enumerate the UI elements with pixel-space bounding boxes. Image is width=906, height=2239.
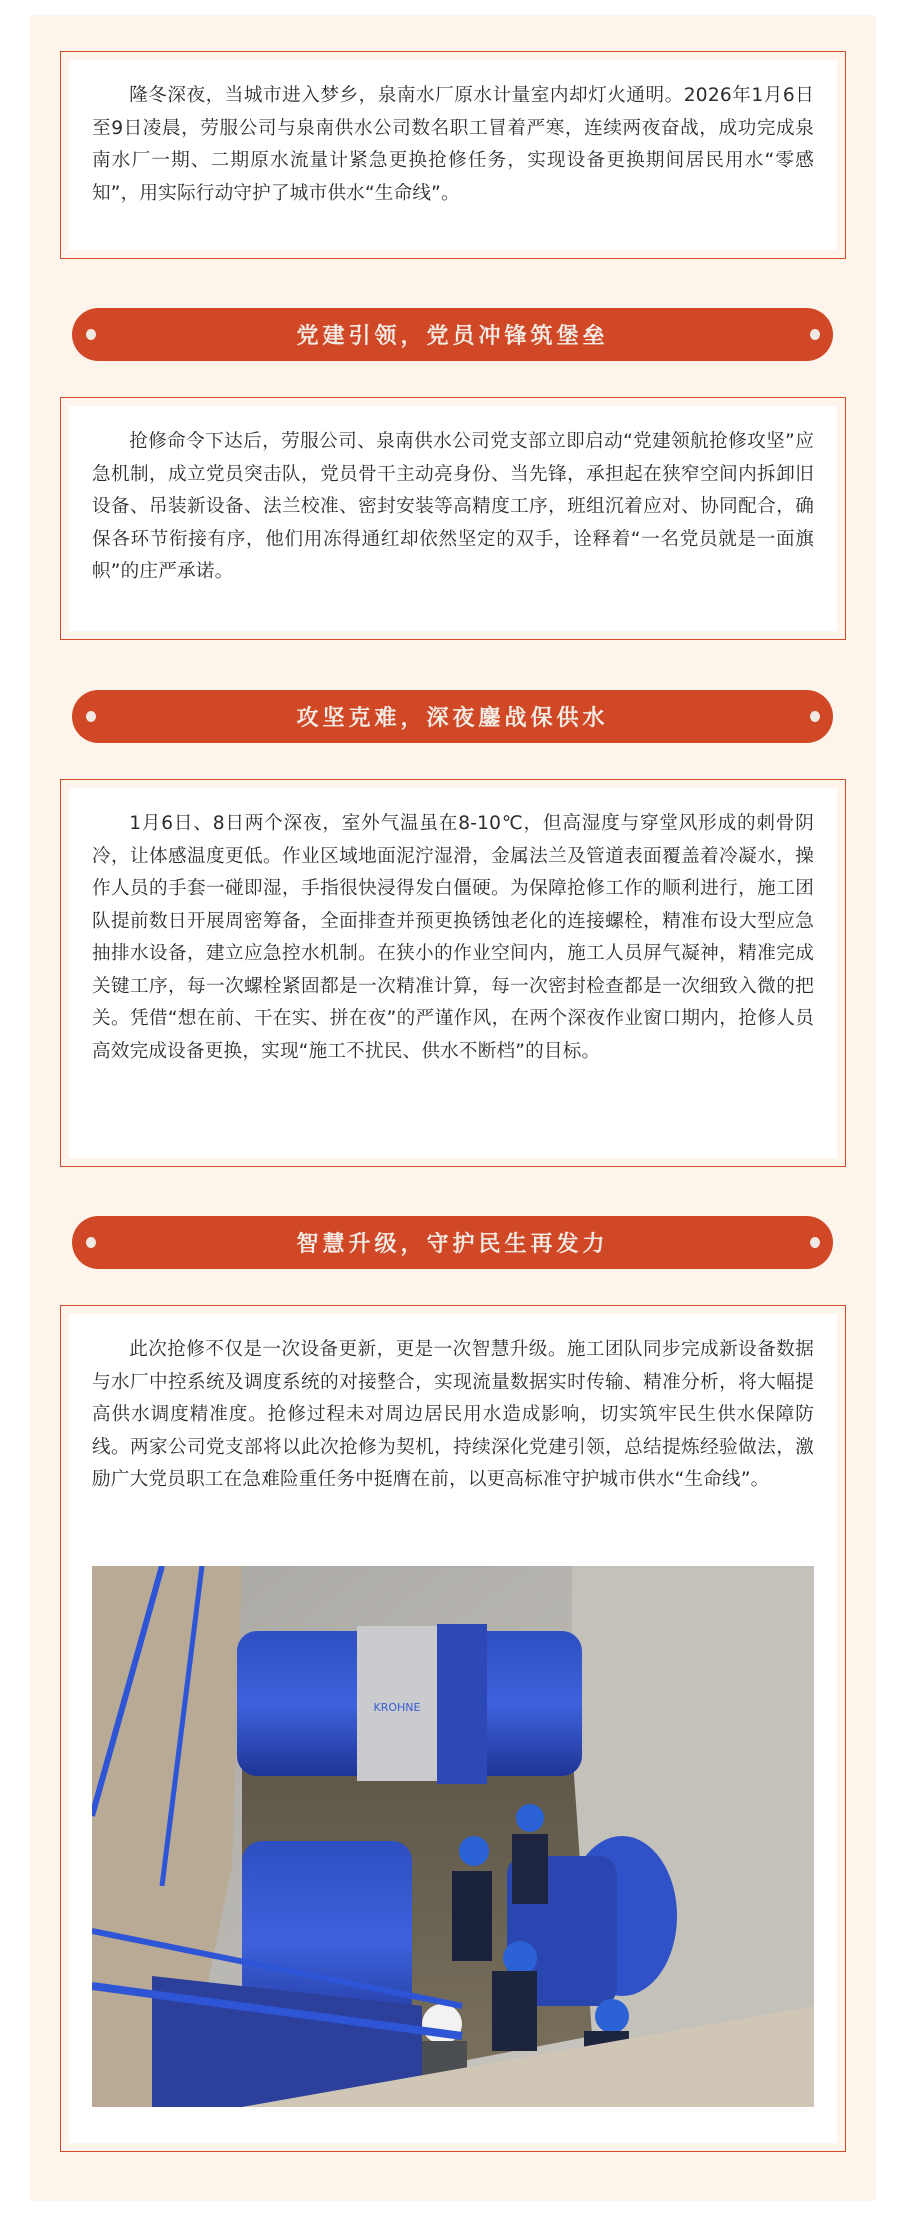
dot-decoration-icon: [86, 711, 96, 722]
section-heading-3: [72, 1216, 833, 1269]
svg-text:KROHNE: KROHNE: [373, 1701, 421, 1714]
section-card-inner: [69, 406, 837, 631]
section-card-1: [60, 397, 846, 640]
section-heading-title: 党建引领，党员冲锋筑堡垒: [296, 324, 609, 349]
dot-decoration-icon: [86, 1237, 96, 1248]
section-card-2: [60, 779, 846, 1167]
dot-decoration-icon: [810, 329, 820, 340]
section-heading-2: [72, 690, 833, 743]
intro-card: [60, 51, 846, 259]
section-heading-title: 智慧升级，守护民生再发力: [296, 1232, 609, 1257]
section-paragraph: 此次抢修不仅是一次设备更新，更是一次智慧升级。施工团队同步完成新设备数据与水厂中控系统及调度系统的对接整合，实现流量数据实时传输、精准分析，将大幅提高供水调度精准度。抢修过程未对周边居民用水造成影响，切实筑牢民生供水保障防线。两家公司党支部将以此次抢修为契机，持续深化党建引领，总结提炼经验做法，激励广大党员职工在急难险重任务中挺膺在前，以更高标准守护城市供水“生命线”。: [92, 1339, 814, 1490]
intro-card-inner: [69, 60, 837, 250]
section-card-inner: [69, 788, 837, 1158]
section-card-3: [60, 1305, 846, 2152]
section-card-inner: [69, 1314, 837, 2143]
dot-decoration-icon: [810, 711, 820, 722]
dot-decoration-icon: [86, 329, 96, 340]
section-paragraph: 1月6日、8日两个深夜，室外气温虽在8-10℃，但高湿度与穿堂风形成的刺骨阴冷，让体感温度更低。作业区域地面泥泞湿滑，金属法兰及管道表面覆盖着冷凝水，操作人员的手套一碰即湿，手指很快浸得发白僵硬。为保障抢修工作的顺利进行，施工团队提前数日开展周密筹备，全面排查并预更换锈蚀老化的连接螺栓，精准布设大型应急抽排水设备，建立应急控水机制。在狭小的作业空间内，施工人员屏气凝神，精准完成关键工序，每一次螺栓紧固都是一次精准计算，每一次密封检查都是一次细致入微的把关。凭借“想在前、干在实、拼在夜”的严谨作风，在两个深夜作业窗口期内，抢修人员高效完成设备更换，实现“施工不扰民、供水不断档”的目标。: [92, 813, 814, 1062]
repair-site-photo: [92, 1566, 814, 2107]
dot-decoration-icon: [810, 1237, 820, 1248]
section-heading-title: 攻坚克难，深夜鏖战保供水: [296, 706, 609, 731]
intro-paragraph: 隆冬深夜，当城市进入梦乡，泉南水厂原水计量室内却灯火通明。2026年1月6日至9日凌晨，劳服公司与泉南供水公司数名职工冒着严寒，连续两夜奋战，成功完成泉南水厂一期、二期原水流量计紧急更换抢修任务，实现设备更换期间居民用水“零感知”，用实际行动守护了城市供水“生命线”。: [92, 85, 814, 204]
section-heading-1: [72, 308, 833, 361]
section-paragraph: 抢修命令下达后，劳服公司、泉南供水公司党支部立即启动“党建领航抢修攻坚”应急机制，成立党员突击队，党员骨干主动亮身份、当先锋，承担起在狭窄空间内拆卸旧设备、吊装新设备、法兰校准、密封安装等高精度工序，班组沉着应对、协同配合，确保各环节衔接有序，他们用冻得通红却依然坚定的双手，诠释着“一名党员就是一面旗帜”的庄严承诺。: [92, 431, 814, 582]
